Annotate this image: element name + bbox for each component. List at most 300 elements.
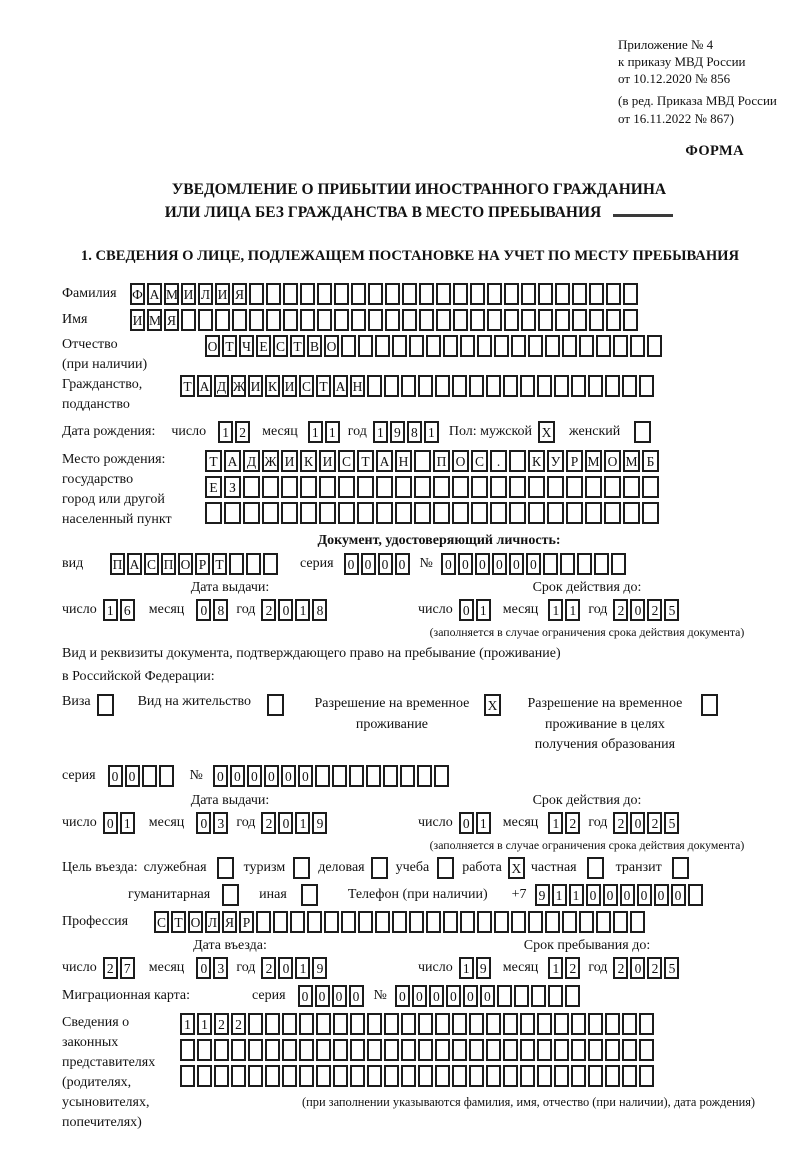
char-cell[interactable] [452, 476, 469, 498]
char-cell[interactable] [571, 375, 586, 397]
char-cell[interactable] [511, 911, 526, 933]
char-cell[interactable] [368, 283, 383, 305]
char-cell[interactable]: П [433, 450, 450, 472]
char-cell[interactable] [588, 1039, 603, 1061]
char-cell[interactable] [435, 1013, 450, 1035]
char-cell[interactable] [452, 375, 467, 397]
char-cell[interactable] [367, 1039, 382, 1061]
char-cell[interactable] [435, 1039, 450, 1061]
char-cell[interactable] [537, 1013, 552, 1035]
residence-permit-checkbox[interactable] [267, 694, 284, 716]
char-cell[interactable] [554, 375, 569, 397]
char-cell[interactable] [528, 476, 545, 498]
char-cell[interactable] [588, 1065, 603, 1087]
char-cell[interactable]: 0 [458, 553, 473, 575]
char-cell[interactable]: 9 [312, 957, 327, 979]
char-cell[interactable] [316, 1065, 331, 1087]
char-cell[interactable] [357, 502, 374, 524]
char-cell[interactable] [307, 911, 322, 933]
char-cell[interactable] [282, 1013, 297, 1035]
char-cell[interactable] [622, 375, 637, 397]
char-cell[interactable] [623, 476, 640, 498]
char-cell[interactable] [409, 335, 424, 357]
char-cell[interactable]: 2 [565, 957, 580, 979]
char-cell[interactable]: Л [205, 911, 220, 933]
char-cell[interactable] [402, 309, 417, 331]
char-cell[interactable] [528, 502, 545, 524]
char-cell[interactable]: 0 [247, 765, 262, 787]
char-cell[interactable] [477, 911, 492, 933]
char-cell[interactable] [434, 765, 449, 787]
char-cell[interactable] [248, 1013, 263, 1035]
char-cell[interactable] [197, 1039, 212, 1061]
char-cell[interactable] [400, 765, 415, 787]
char-cell[interactable]: 0 [103, 812, 118, 834]
char-cell[interactable] [531, 985, 546, 1007]
char-cell[interactable] [214, 1065, 229, 1087]
char-cell[interactable]: 0 [213, 765, 228, 787]
char-cell[interactable]: 2 [613, 812, 628, 834]
char-cell[interactable]: 0 [378, 553, 393, 575]
temp-residence-edu-checkbox[interactable] [701, 694, 718, 716]
char-cell[interactable] [426, 911, 441, 933]
char-cell[interactable]: Е [205, 476, 222, 498]
char-cell[interactable] [436, 283, 451, 305]
char-cell[interactable] [180, 1065, 195, 1087]
char-cell[interactable] [248, 1039, 263, 1061]
char-cell[interactable] [334, 283, 349, 305]
char-cell[interactable] [367, 1065, 382, 1087]
char-cell[interactable] [333, 1039, 348, 1061]
char-cell[interactable] [571, 1013, 586, 1035]
char-cell[interactable] [554, 1065, 569, 1087]
char-cell[interactable] [349, 765, 364, 787]
char-cell[interactable]: Ч [239, 335, 254, 357]
char-cell[interactable]: 2 [613, 957, 628, 979]
char-cell[interactable]: 1 [548, 812, 563, 834]
char-cell[interactable]: Я [164, 309, 179, 331]
char-cell[interactable]: 0 [264, 765, 279, 787]
char-cell[interactable] [579, 335, 594, 357]
char-cell[interactable] [401, 375, 416, 397]
char-cell[interactable] [471, 476, 488, 498]
char-cell[interactable] [521, 283, 536, 305]
char-cell[interactable] [375, 911, 390, 933]
char-cell[interactable] [453, 283, 468, 305]
char-cell[interactable]: 1 [424, 421, 439, 443]
char-cell[interactable]: Д [243, 450, 260, 472]
char-cell[interactable] [333, 1065, 348, 1087]
char-cell[interactable]: 9 [312, 812, 327, 834]
char-cell[interactable] [181, 309, 196, 331]
char-cell[interactable] [460, 335, 475, 357]
char-cell[interactable] [555, 309, 570, 331]
char-cell[interactable] [180, 1039, 195, 1061]
char-cell[interactable] [537, 375, 552, 397]
char-cell[interactable] [334, 309, 349, 331]
char-cell[interactable]: И [319, 450, 336, 472]
char-cell[interactable] [384, 375, 399, 397]
char-cell[interactable]: 0 [281, 765, 296, 787]
char-cell[interactable]: И [215, 283, 230, 305]
char-cell[interactable]: 5 [664, 599, 679, 621]
char-cell[interactable] [317, 283, 332, 305]
char-cell[interactable]: 2 [235, 421, 250, 443]
char-cell[interactable]: О [452, 450, 469, 472]
char-cell[interactable]: И [248, 375, 263, 397]
char-cell[interactable]: 0 [230, 765, 245, 787]
char-cell[interactable]: 8 [213, 599, 228, 621]
char-cell[interactable]: 0 [395, 985, 410, 1007]
char-cell[interactable]: И [282, 375, 297, 397]
char-cell[interactable] [511, 335, 526, 357]
char-cell[interactable]: 0 [298, 985, 313, 1007]
char-cell[interactable] [436, 309, 451, 331]
char-cell[interactable]: 0 [278, 812, 293, 834]
visa-checkbox[interactable] [97, 694, 114, 716]
char-cell[interactable]: С [471, 450, 488, 472]
char-cell[interactable] [548, 985, 563, 1007]
char-cell[interactable] [572, 309, 587, 331]
char-cell[interactable] [281, 476, 298, 498]
char-cell[interactable]: 1 [325, 421, 340, 443]
char-cell[interactable]: Т [171, 911, 186, 933]
char-cell[interactable]: 1 [308, 421, 323, 443]
char-cell[interactable]: 0 [196, 599, 211, 621]
char-cell[interactable] [605, 1065, 620, 1087]
char-cell[interactable] [367, 375, 382, 397]
char-cell[interactable]: 1 [548, 599, 563, 621]
char-cell[interactable] [606, 309, 621, 331]
char-cell[interactable]: Я [222, 911, 237, 933]
char-cell[interactable] [358, 335, 373, 357]
char-cell[interactable] [504, 283, 519, 305]
char-cell[interactable]: Р [239, 911, 254, 933]
char-cell[interactable]: 9 [390, 421, 405, 443]
char-cell[interactable]: 6 [120, 599, 135, 621]
char-cell[interactable] [266, 283, 281, 305]
char-cell[interactable] [622, 1065, 637, 1087]
char-cell[interactable]: 2 [613, 599, 628, 621]
char-cell[interactable] [426, 335, 441, 357]
char-cell[interactable] [197, 1065, 212, 1087]
char-cell[interactable] [605, 1013, 620, 1035]
char-cell[interactable]: И [181, 283, 196, 305]
char-cell[interactable] [538, 283, 553, 305]
char-cell[interactable]: 0 [278, 957, 293, 979]
char-cell[interactable]: А [127, 553, 142, 575]
char-cell[interactable]: 0 [196, 957, 211, 979]
char-cell[interactable]: 5 [664, 812, 679, 834]
char-cell[interactable]: М [147, 309, 162, 331]
char-cell[interactable] [509, 502, 526, 524]
char-cell[interactable]: 3 [213, 957, 228, 979]
char-cell[interactable]: О [188, 911, 203, 933]
char-cell[interactable] [490, 502, 507, 524]
char-cell[interactable] [358, 911, 373, 933]
char-cell[interactable] [385, 309, 400, 331]
char-cell[interactable]: Р [566, 450, 583, 472]
char-cell[interactable] [585, 476, 602, 498]
char-cell[interactable]: 2 [647, 957, 662, 979]
char-cell[interactable]: Т [205, 450, 222, 472]
char-cell[interactable] [554, 1039, 569, 1061]
char-cell[interactable]: 8 [312, 599, 327, 621]
char-cell[interactable] [605, 375, 620, 397]
char-cell[interactable] [611, 553, 626, 575]
char-cell[interactable] [417, 765, 432, 787]
char-cell[interactable] [497, 985, 512, 1007]
char-cell[interactable]: Б [642, 450, 659, 472]
char-cell[interactable] [509, 450, 526, 472]
char-cell[interactable] [384, 1065, 399, 1087]
char-cell[interactable] [469, 1039, 484, 1061]
char-cell[interactable]: К [528, 450, 545, 472]
char-cell[interactable] [520, 375, 535, 397]
char-cell[interactable]: 0 [526, 553, 541, 575]
char-cell[interactable]: 0 [412, 985, 427, 1007]
char-cell[interactable]: 0 [463, 985, 478, 1007]
char-cell[interactable]: 0 [196, 812, 211, 834]
char-cell[interactable] [283, 283, 298, 305]
char-cell[interactable]: . [490, 450, 507, 472]
char-cell[interactable]: У [547, 450, 564, 472]
char-cell[interactable] [350, 1065, 365, 1087]
char-cell[interactable] [605, 1039, 620, 1061]
char-cell[interactable] [205, 502, 222, 524]
char-cell[interactable] [470, 283, 485, 305]
char-cell[interactable] [214, 1039, 229, 1061]
char-cell[interactable]: 0 [586, 884, 601, 906]
char-cell[interactable]: 0 [349, 985, 364, 1007]
char-cell[interactable] [401, 1065, 416, 1087]
char-cell[interactable] [376, 476, 393, 498]
char-cell[interactable]: 2 [647, 812, 662, 834]
char-cell[interactable] [639, 1065, 654, 1087]
char-cell[interactable] [262, 502, 279, 524]
purpose-private-checkbox[interactable] [587, 857, 604, 879]
char-cell[interactable] [351, 283, 366, 305]
char-cell[interactable]: 0 [620, 884, 635, 906]
char-cell[interactable] [486, 375, 501, 397]
char-cell[interactable] [537, 1065, 552, 1087]
char-cell[interactable]: 0 [298, 765, 313, 787]
char-cell[interactable]: Ф [130, 283, 145, 305]
char-cell[interactable] [494, 911, 509, 933]
char-cell[interactable] [471, 502, 488, 524]
char-cell[interactable]: К [300, 450, 317, 472]
char-cell[interactable]: 0 [459, 812, 474, 834]
char-cell[interactable]: Л [198, 283, 213, 305]
char-cell[interactable] [401, 1039, 416, 1061]
char-cell[interactable] [470, 309, 485, 331]
char-cell[interactable] [402, 283, 417, 305]
purpose-tourism-checkbox[interactable] [293, 857, 310, 879]
char-cell[interactable]: А [197, 375, 212, 397]
char-cell[interactable]: М [164, 283, 179, 305]
purpose-study-checkbox[interactable] [437, 857, 454, 879]
char-cell[interactable]: Н [395, 450, 412, 472]
char-cell[interactable]: А [224, 450, 241, 472]
char-cell[interactable] [300, 476, 317, 498]
char-cell[interactable] [249, 309, 264, 331]
char-cell[interactable] [231, 1039, 246, 1061]
char-cell[interactable] [622, 1013, 637, 1035]
char-cell[interactable] [688, 884, 703, 906]
char-cell[interactable] [266, 309, 281, 331]
char-cell[interactable] [232, 309, 247, 331]
char-cell[interactable]: Ж [262, 450, 279, 472]
char-cell[interactable] [596, 335, 611, 357]
char-cell[interactable]: 8 [407, 421, 422, 443]
char-cell[interactable]: Т [357, 450, 374, 472]
char-cell[interactable]: 0 [344, 553, 359, 575]
char-cell[interactable] [418, 1013, 433, 1035]
char-cell[interactable] [231, 1065, 246, 1087]
char-cell[interactable] [338, 476, 355, 498]
char-cell[interactable] [249, 283, 264, 305]
char-cell[interactable] [367, 1013, 382, 1035]
char-cell[interactable] [332, 765, 347, 787]
char-cell[interactable]: Р [195, 553, 210, 575]
char-cell[interactable]: И [281, 450, 298, 472]
char-cell[interactable] [545, 335, 560, 357]
char-cell[interactable] [376, 502, 393, 524]
char-cell[interactable] [418, 375, 433, 397]
char-cell[interactable]: 2 [261, 599, 276, 621]
char-cell[interactable]: А [333, 375, 348, 397]
char-cell[interactable] [283, 309, 298, 331]
char-cell[interactable] [282, 1039, 297, 1061]
char-cell[interactable]: А [376, 450, 393, 472]
char-cell[interactable] [560, 553, 575, 575]
char-cell[interactable]: 0 [361, 553, 376, 575]
char-cell[interactable]: Т [180, 375, 195, 397]
char-cell[interactable] [319, 476, 336, 498]
char-cell[interactable] [509, 476, 526, 498]
char-cell[interactable] [443, 335, 458, 357]
char-cell[interactable] [433, 476, 450, 498]
char-cell[interactable] [299, 1065, 314, 1087]
char-cell[interactable]: 0 [480, 985, 495, 1007]
char-cell[interactable] [486, 1013, 501, 1035]
char-cell[interactable]: 1 [295, 812, 310, 834]
char-cell[interactable] [554, 1013, 569, 1035]
char-cell[interactable] [419, 283, 434, 305]
char-cell[interactable]: 0 [492, 553, 507, 575]
char-cell[interactable] [503, 375, 518, 397]
char-cell[interactable]: 2 [647, 599, 662, 621]
purpose-business-checkbox[interactable] [371, 857, 388, 879]
char-cell[interactable] [503, 1065, 518, 1087]
char-cell[interactable] [503, 1013, 518, 1035]
char-cell[interactable] [324, 911, 339, 933]
char-cell[interactable] [565, 985, 580, 1007]
char-cell[interactable] [384, 1039, 399, 1061]
purpose-humanitarian-checkbox[interactable] [222, 884, 239, 906]
char-cell[interactable]: Н [350, 375, 365, 397]
char-cell[interactable] [623, 502, 640, 524]
char-cell[interactable]: 0 [459, 599, 474, 621]
char-cell[interactable] [521, 309, 536, 331]
char-cell[interactable] [555, 283, 570, 305]
purpose-work-checkbox[interactable]: X [508, 857, 525, 879]
char-cell[interactable] [243, 502, 260, 524]
char-cell[interactable] [375, 335, 390, 357]
char-cell[interactable] [256, 911, 271, 933]
char-cell[interactable] [613, 335, 628, 357]
char-cell[interactable] [469, 1013, 484, 1035]
char-cell[interactable]: П [161, 553, 176, 575]
char-cell[interactable] [414, 502, 431, 524]
char-cell[interactable] [350, 1013, 365, 1035]
char-cell[interactable] [300, 309, 315, 331]
char-cell[interactable] [384, 1013, 399, 1035]
char-cell[interactable] [316, 1039, 331, 1061]
char-cell[interactable]: 0 [315, 985, 330, 1007]
char-cell[interactable] [630, 335, 645, 357]
char-cell[interactable]: Д [214, 375, 229, 397]
char-cell[interactable] [317, 309, 332, 331]
char-cell[interactable] [383, 765, 398, 787]
char-cell[interactable] [514, 985, 529, 1007]
char-cell[interactable]: 0 [395, 553, 410, 575]
char-cell[interactable]: 0 [125, 765, 140, 787]
char-cell[interactable]: 3 [213, 812, 228, 834]
char-cell[interactable] [486, 1039, 501, 1061]
char-cell[interactable] [477, 335, 492, 357]
char-cell[interactable]: 1 [295, 957, 310, 979]
char-cell[interactable]: 1 [548, 957, 563, 979]
char-cell[interactable]: Т [316, 375, 331, 397]
char-cell[interactable] [622, 1039, 637, 1061]
char-cell[interactable]: 0 [441, 553, 456, 575]
char-cell[interactable]: К [265, 375, 280, 397]
char-cell[interactable] [594, 553, 609, 575]
char-cell[interactable] [469, 1065, 484, 1087]
char-cell[interactable]: Ж [231, 375, 246, 397]
char-cell[interactable] [642, 476, 659, 498]
sex-male-checkbox[interactable]: X [538, 421, 555, 443]
char-cell[interactable] [392, 911, 407, 933]
char-cell[interactable] [319, 502, 336, 524]
char-cell[interactable] [414, 450, 431, 472]
char-cell[interactable] [562, 335, 577, 357]
char-cell[interactable]: 1 [459, 957, 474, 979]
char-cell[interactable]: П [110, 553, 125, 575]
char-cell[interactable]: 1 [197, 1013, 212, 1035]
char-cell[interactable] [630, 911, 645, 933]
char-cell[interactable] [338, 502, 355, 524]
char-cell[interactable] [248, 1065, 263, 1087]
char-cell[interactable] [639, 1013, 654, 1035]
char-cell[interactable] [494, 335, 509, 357]
char-cell[interactable]: 0 [654, 884, 669, 906]
char-cell[interactable] [281, 502, 298, 524]
char-cell[interactable] [300, 502, 317, 524]
char-cell[interactable] [596, 911, 611, 933]
char-cell[interactable]: С [154, 911, 169, 933]
char-cell[interactable] [452, 502, 469, 524]
purpose-official-checkbox[interactable] [217, 857, 234, 879]
char-cell[interactable] [589, 309, 604, 331]
char-cell[interactable] [198, 309, 213, 331]
char-cell[interactable] [265, 1013, 280, 1035]
char-cell[interactable] [547, 502, 564, 524]
char-cell[interactable] [528, 911, 543, 933]
char-cell[interactable] [224, 502, 241, 524]
char-cell[interactable]: 0 [332, 985, 347, 1007]
